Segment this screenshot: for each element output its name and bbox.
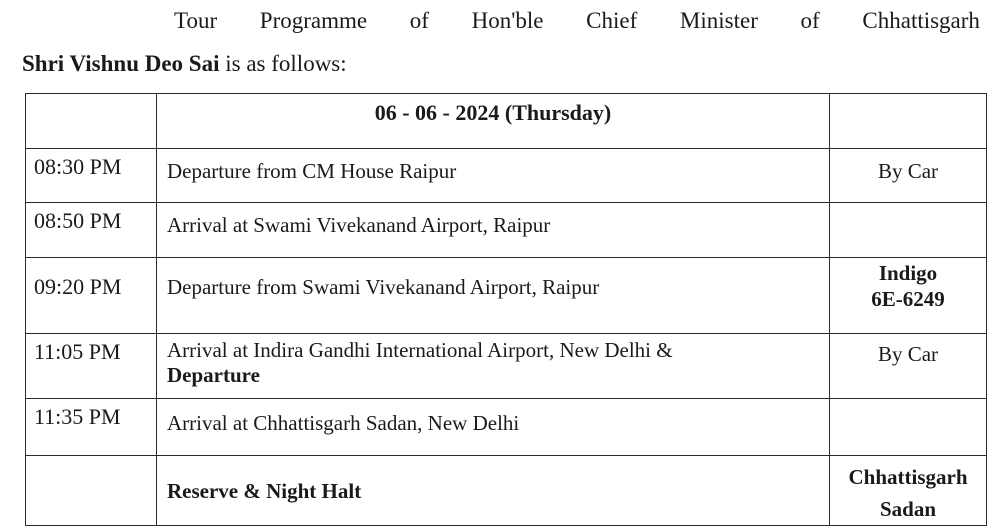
time-cell: 09:20 PM <box>26 258 157 334</box>
mode-line: Indigo <box>878 261 938 285</box>
mode-cell: By Car <box>830 334 987 399</box>
table-row <box>26 149 987 203</box>
description-cell <box>157 334 830 399</box>
intro-word: Chhattisgarh <box>862 8 980 33</box>
mode-line: 6E-6249 <box>871 287 945 311</box>
description-cell: Departure from CM House Raipur <box>157 149 830 203</box>
intro-word: of <box>409 8 429 33</box>
time-cell: 08:30 PM <box>26 149 157 203</box>
description-cell: Departure from Swami Vivekanand Airport, Raipur <box>157 258 830 334</box>
intro-word: Hon'ble <box>471 8 544 33</box>
table-row <box>26 456 987 526</box>
mode-cell <box>830 456 987 526</box>
time-cell <box>26 456 157 526</box>
intro-word: Chief <box>586 8 638 33</box>
description-line: Departure <box>167 363 260 387</box>
table-row <box>26 334 987 399</box>
mode-cell <box>830 203 987 258</box>
mode-line: Sadan <box>879 497 937 521</box>
intro-word: Minister <box>679 8 758 33</box>
time-cell: 11:05 PM <box>26 334 157 399</box>
mode-cell <box>830 399 987 456</box>
mode-cell: By Car <box>830 149 987 203</box>
empty-cell <box>830 94 987 149</box>
chief-minister-name: Shri Vishnu Deo Sai <box>22 51 220 76</box>
description-cell: Arrival at Swami Vivekanand Airport, Raipur <box>157 203 830 258</box>
intro-word: Tour <box>174 8 218 33</box>
intro-line2-rest: is as follows: <box>219 51 347 76</box>
tour-schedule-table <box>25 93 987 526</box>
table-row <box>26 258 987 334</box>
mode-line: Chhattisgarh <box>848 465 968 489</box>
empty-cell <box>26 94 157 149</box>
time-cell: 08:50 PM <box>26 203 157 258</box>
date-heading: 06 - 06 - 2024 (Thursday) <box>157 94 830 149</box>
table-row <box>26 399 987 456</box>
date-header-row <box>26 94 987 149</box>
intro-word: Programme <box>259 8 368 33</box>
description-cell: Reserve & Night Halt <box>157 456 830 526</box>
time-cell: 11:35 PM <box>26 399 157 456</box>
description-line: Arrival at Indira Gandhi International Airport, New Delhi & <box>167 338 673 362</box>
mode-cell <box>830 258 987 334</box>
description-cell: Arrival at Chhattisgarh Sadan, New Delhi <box>157 399 830 456</box>
intro-heading-line <box>174 6 980 36</box>
table-row <box>26 203 987 258</box>
intro-name-line <box>22 49 347 79</box>
intro-word: of <box>800 8 820 33</box>
